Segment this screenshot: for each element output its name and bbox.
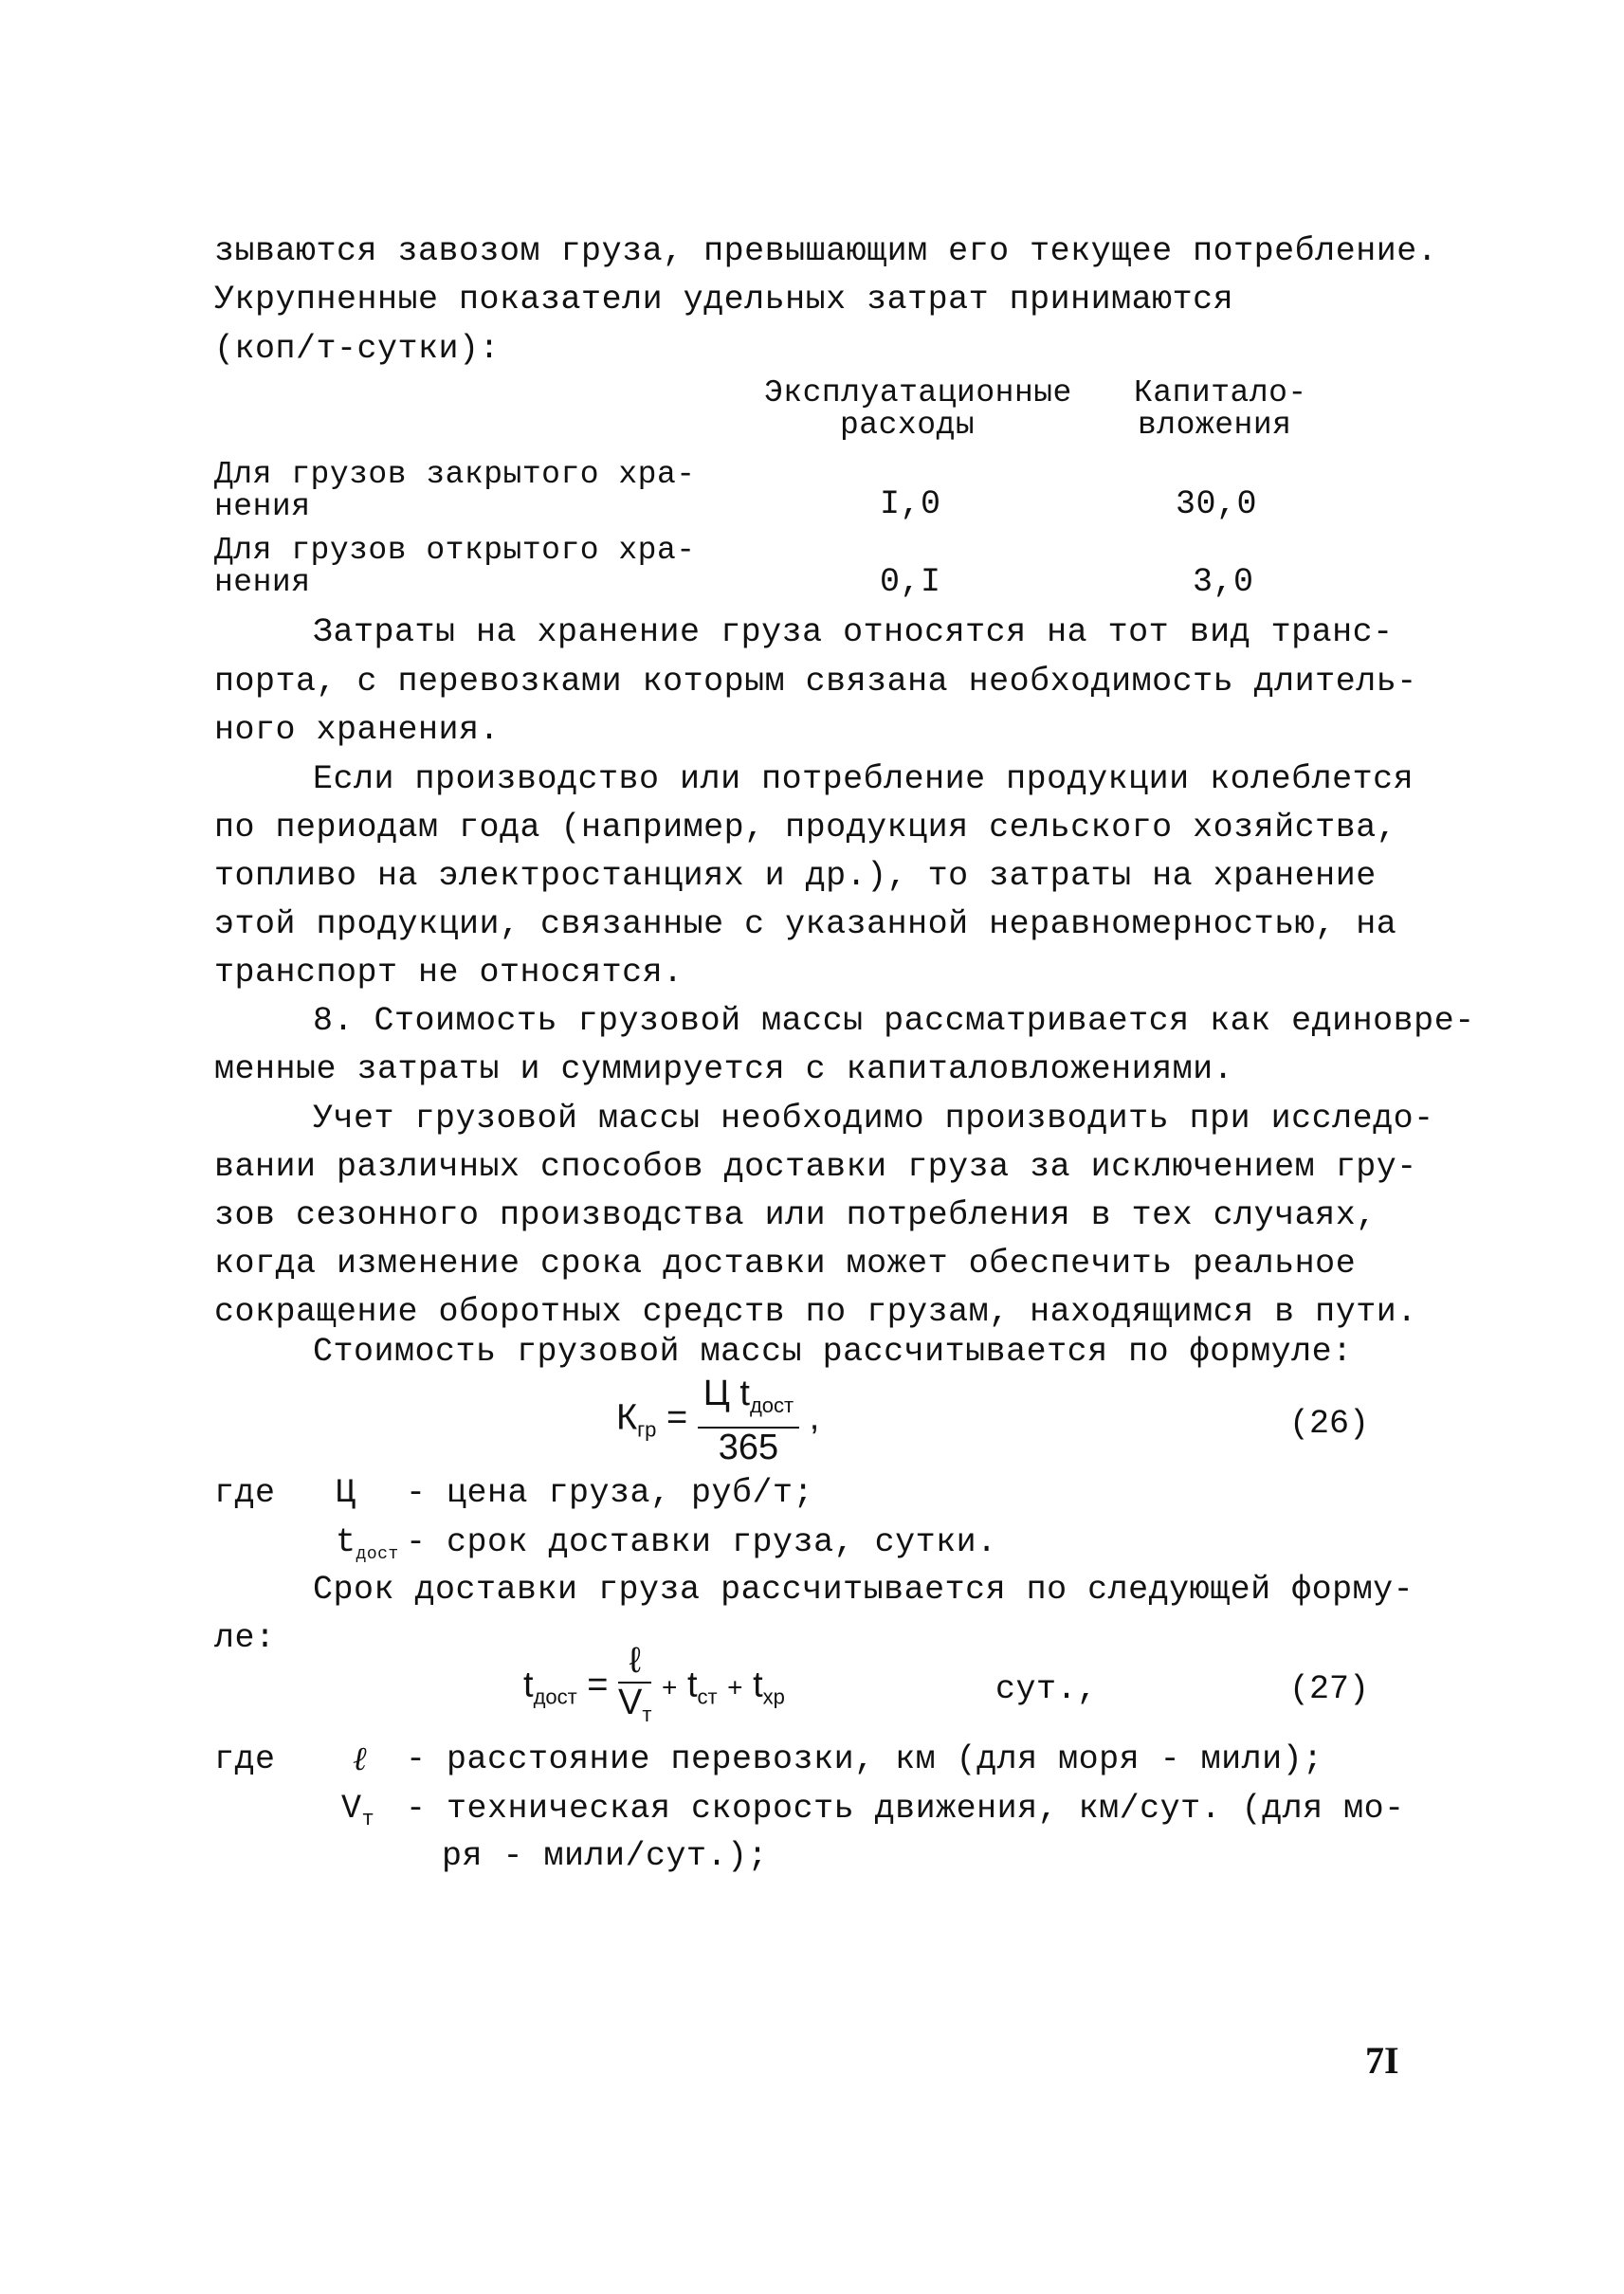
text-line: топливо на электростанциях и др.), то затраты на хранение: [214, 857, 1377, 895]
text-line: вании различных способов доставки груза за исключением гру-: [214, 1148, 1417, 1186]
where-text: - цена груза, руб/т;: [406, 1474, 814, 1512]
formula-plus: +: [727, 1672, 743, 1702]
where-text: - расстояние перевозки, км (для моря - мили);: [406, 1740, 1323, 1778]
formula-sub: дост: [533, 1684, 577, 1709]
formula-term: t: [753, 1665, 763, 1705]
formula-unit: сут.,: [995, 1670, 1098, 1708]
text-line: 8. Стоимость грузовой массы рассматривается как единовре-: [313, 1002, 1475, 1040]
formula-eq: =: [666, 1397, 688, 1438]
fraction-numerator: ℓ: [618, 1640, 651, 1684]
equation-number: (27): [1289, 1670, 1370, 1708]
formula-lhs: t: [523, 1665, 534, 1705]
text-line: Укрупненные показатели удельных затрат принимаются: [214, 281, 1234, 319]
table-row-label: нения: [214, 565, 311, 600]
text-line: Затраты на хранение груза относятся на тот вид транс-: [313, 613, 1394, 651]
text-line: (коп/т-сутки):: [214, 330, 501, 368]
text-line: зываются завозом груза, превышающим его текущее потребление.: [214, 232, 1438, 270]
formula-26: [616, 1373, 819, 1466]
text-line: порта, с перевозками которым связана необходимость длитель-: [214, 663, 1417, 701]
fraction-numerator: Ц $t_{дост}$: [698, 1373, 799, 1429]
where-label: где: [214, 1740, 276, 1778]
text-line: этой продукции, связанные с указанной неравномерностью, на: [214, 905, 1397, 943]
text-line: Срок доставки груза рассчитывается по следующей форму-: [313, 1571, 1414, 1609]
equation-number: (26): [1289, 1405, 1370, 1443]
text-line: по периодам года (например, продукция сельского хозяйства,: [214, 809, 1397, 847]
text-line: менные затраты и суммируется с капиталовложениями.: [214, 1050, 1234, 1088]
formula-fraction: [618, 1640, 651, 1734]
table-row-label: нения: [214, 489, 311, 524]
formula-plus: +: [662, 1672, 678, 1702]
formula-tail: ,: [809, 1397, 820, 1438]
table-cell: I,0: [880, 485, 941, 523]
formula-sub: гр: [637, 1417, 657, 1442]
table-header-col2: Капитало-: [1134, 375, 1307, 410]
table-header-col1: Эксплуатационные: [764, 375, 1072, 410]
table-cell: 3,0: [1193, 563, 1254, 601]
where-text: - техническая скорость движения, км/сут. (для мо-: [406, 1790, 1405, 1828]
text-line: сокращение оборотных средств по грузам, находящимся в пути.: [214, 1293, 1417, 1331]
text-line: транспорт не относятся.: [214, 954, 684, 992]
fraction-denominator: $V_т$: [618, 1683, 652, 1726]
page-number: 7I: [1365, 2039, 1399, 2082]
table-header-col1: расходы: [840, 408, 976, 443]
formula-fraction: [698, 1373, 799, 1466]
table-header-col2: вложения: [1138, 408, 1292, 443]
where-symbol: Ц: [336, 1474, 356, 1512]
text-line: ного хранения.: [214, 711, 501, 749]
text-line: когда изменение срока доставки может обеспечить реальное: [214, 1245, 1357, 1283]
table-cell: 30,0: [1176, 485, 1258, 523]
formula-eq: =: [587, 1665, 609, 1705]
where-symbol: ℓ: [353, 1740, 368, 1777]
fraction-denominator: 365: [718, 1428, 779, 1467]
text-line: Стоимость грузовой массы рассчитывается по формуле:: [313, 1333, 1353, 1371]
where-symbol: $V_т$: [341, 1790, 375, 1831]
table-cell: 0,I: [880, 563, 941, 601]
where-symbol: $t_{дост}$: [336, 1523, 399, 1564]
formula-lhs: К: [616, 1397, 638, 1438]
table-row-label: Для грузов открытого хра-: [214, 533, 696, 568]
where-label: где: [214, 1474, 276, 1512]
table-row-label: Для грузов закрытого хра-: [214, 457, 696, 492]
formula-term: t: [686, 1665, 698, 1705]
where-text: ря - мили/сут.);: [442, 1837, 769, 1875]
text-line: Учет грузовой массы необходимо производить при исследо-: [313, 1100, 1434, 1138]
where-text: - срок доставки груза, сутки.: [406, 1523, 997, 1561]
text-line: Если производство или потребление продукции колеблется: [313, 760, 1414, 798]
text-line: зов сезонного производства или потребления в тех случаях,: [214, 1196, 1377, 1234]
formula-27: $t_{дост}$ = $\frac{\text{ℓ}}{V_т}$ + $t_{ст} + t_{хр}$: [523, 1640, 785, 1734]
text-line: ле:: [214, 1619, 276, 1657]
